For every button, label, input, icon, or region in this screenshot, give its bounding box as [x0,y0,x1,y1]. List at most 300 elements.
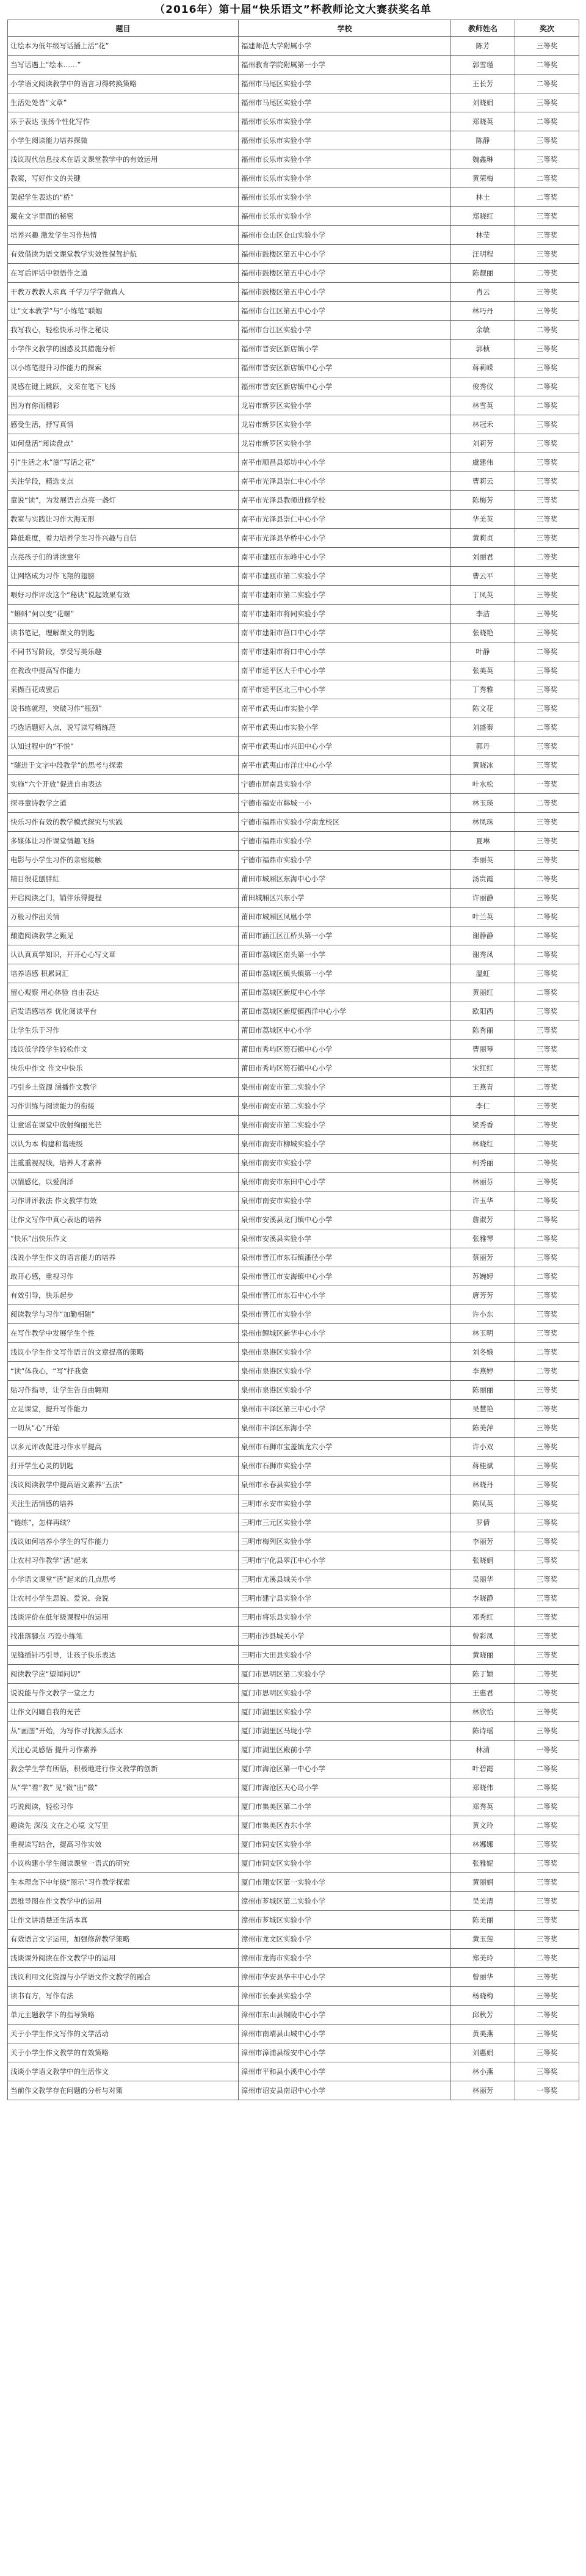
paper-title: “蝌蚪”何以变“花螺” [8,605,239,624]
paper-title: 启发语感培养 优化阅读平台 [8,1002,239,1021]
paper-title: 藏在文字里面的秘密 [8,207,239,226]
table-row [8,75,579,93]
award-level: 三等奖 [515,1930,579,1949]
paper-title: 小议构建小学生阅读课堂一语式的研究 [8,1854,239,1873]
teacher-name: 林雪英 [451,396,515,415]
school-name: 泉州市安溪县实验小学 [239,1229,451,1248]
award-level: 三等奖 [515,358,579,377]
award-level: 二等奖 [515,1362,579,1381]
school-name: 莆田市荔城区新度镇西洋中心小学 [239,1002,451,1021]
table-row [8,396,579,415]
paper-title: 有效借读为语文课堂教学实效性保驾护航 [8,245,239,264]
teacher-name: 张晓艳 [451,624,515,642]
award-level: 三等奖 [515,529,579,548]
school-name: 三明市尤溪县城关小学 [239,1570,451,1589]
header-school: 学校 [239,20,451,37]
award-level: 二等奖 [515,56,579,75]
award-level: 三等奖 [515,1551,579,1570]
teacher-name: 林丽芳 [451,2081,515,2100]
table-row [8,1949,579,1968]
paper-title: 让作文写作中真心表达的培养 [8,1210,239,1229]
paper-title: 乐于表达 张扬个性化写作 [8,112,239,131]
school-name: 南平市武夷山市实验小学 [239,718,451,737]
table-row [8,1135,579,1154]
teacher-name: 吴慧艳 [451,1400,515,1419]
school-name: 漳州市龙文区实验小学 [239,1930,451,1949]
school-name: 厦门市同安区实验小学 [239,1854,451,1873]
teacher-name: 林晓丹 [451,1475,515,1494]
teacher-name: 温虹 [451,964,515,983]
school-name: 南平市武夷山市实验小学 [239,699,451,718]
table-row [8,1627,579,1646]
paper-title: 巧选话题好入点，说写读写精练范 [8,718,239,737]
award-level: 三等奖 [515,1040,579,1059]
teacher-name: 李洁 [451,605,515,624]
paper-title: 认认真真学知识，开开心心写文章 [8,945,239,964]
table-row [8,1703,579,1722]
school-name: 泉州市晋江市安海镇中心小学 [239,1267,451,1286]
teacher-name: 郑晓伟 [451,1778,515,1797]
table-row [8,661,579,680]
paper-title: 习作训练与阅读能力的衔接 [8,1097,239,1116]
award-level: 三等奖 [515,1570,579,1589]
paper-title: 当前作文教学存在问题的分析与对策 [8,2081,239,2100]
school-name: 福州市马尾区实验小学 [239,75,451,93]
school-name: 泉州市石狮市实验小学 [239,1457,451,1475]
school-name: 厦门市集美区第二小学 [239,1797,451,1816]
school-name: 泉州市南安市第二实验小学 [239,1078,451,1097]
table-row [8,1684,579,1703]
table-row [8,245,579,264]
school-name: 福州市晋安区新店镇小学 [239,340,451,358]
school-name: 泉州市安溪县龙门镇中心小学 [239,1210,451,1229]
school-name: 南平市光泽县崇仁中心小学 [239,510,451,529]
award-level: 二等奖 [515,112,579,131]
paper-title: 小学语文阅读教学中的语言习得转换策略 [8,75,239,93]
table-row [8,1778,579,1797]
award-level: 三等奖 [515,851,579,870]
school-name: 龙岩市新罗区实验小学 [239,396,451,415]
teacher-name: 陈芳 [451,37,515,56]
award-level: 二等奖 [515,945,579,964]
paper-title: 巧说阅读，轻松习作 [8,1797,239,1816]
school-name: 莆田市秀屿区笏石镇中心小学 [239,1040,451,1059]
paper-title: 浅议如何培养小学生的写作能力 [8,1532,239,1551]
paper-title: 认知过程中的“不悦” [8,737,239,756]
teacher-name: 王长芳 [451,75,515,93]
award-level: 三等奖 [515,889,579,908]
table-row [8,1097,579,1116]
paper-title: 浅议阅读教学中提高语文素养“五法” [8,1475,239,1494]
table-row [8,870,579,889]
table-row [8,1002,579,1021]
teacher-name: 曹云平 [451,567,515,586]
paper-title: 如何盘活“阅读盘点” [8,434,239,453]
teacher-name: 黄荣梅 [451,169,515,188]
paper-title: 让童谣在课堂中放射绚丽光芒 [8,1116,239,1135]
teacher-name: 陈凤英 [451,1494,515,1513]
award-level: 二等奖 [515,396,579,415]
paper-title: 从“画图”开始，为写作寻找源头活水 [8,1722,239,1741]
school-name: 福州市鼓楼区第五中心小学 [239,283,451,302]
paper-title: 让农村小学生思说、爱说、会说 [8,1589,239,1608]
school-name: 莆田市荔城区中心小学 [239,1021,451,1040]
teacher-name: 陈美丽 [451,1911,515,1930]
paper-title: 敢开心感，重视习作 [8,1267,239,1286]
award-level: 二等奖 [515,870,579,889]
teacher-name: 丁凤英 [451,586,515,605]
school-name: 宁德市福鼎市实验小学 [239,832,451,851]
school-name: 厦门市翔安区第一实验小学 [239,1873,451,1892]
table-row [8,1892,579,1911]
teacher-name: 丁秀雅 [451,680,515,699]
school-name: 漳州市芗城区实验小学 [239,1911,451,1930]
award-level: 二等奖 [515,718,579,737]
paper-title: 生活处处皆“文章” [8,93,239,112]
award-level: 三等奖 [515,1722,579,1741]
paper-title: 电影与小学生习作的亲密接触 [8,851,239,870]
table-row [8,945,579,964]
paper-title: 从“学”看“教” 见“微”出“微” [8,1778,239,1797]
school-name: 三明市将乐县实验小学 [239,1608,451,1627]
table-row [8,1362,579,1381]
teacher-name: 杨晓梅 [451,1987,515,2006]
teacher-name: 郑美玲 [451,1949,515,1968]
table-row [8,510,579,529]
paper-title: 贴习作指导，让学生告自由翱翔 [8,1381,239,1400]
teacher-name: 郑晓英 [451,112,515,131]
teacher-name: 刘盛秦 [451,718,515,737]
teacher-name: 林欣怡 [451,1703,515,1722]
award-level: 二等奖 [515,1229,579,1248]
award-level: 三等奖 [515,491,579,510]
table-row [8,93,579,112]
table-header-row [8,20,579,37]
award-level: 二等奖 [515,75,579,93]
table-row [8,1248,579,1267]
table-row [8,1551,579,1570]
table-row [8,56,579,75]
paper-title: 教会学生学有所悟，积极地进行作文教学的创新 [8,1759,239,1778]
table-row [8,699,579,718]
school-name: 漳州市龙海市实验小学 [239,1949,451,1968]
teacher-name: 郭丹 [451,737,515,756]
table-row [8,302,579,321]
page-title: （2016年）第十届“快乐语文”杯教师论文大赛获奖名单 [154,4,432,16]
award-level: 三等奖 [515,1873,579,1892]
paper-title: 教室与实践让习作大海无形 [8,510,239,529]
school-name: 福州市马尾区实验小学 [239,93,451,112]
school-name: 厦门市海沧区第一中心小学 [239,1759,451,1778]
teacher-name: 陈丁颖 [451,1665,515,1684]
award-level: 三等奖 [515,453,579,472]
school-name: 南平市光泽县华桥中心小学 [239,529,451,548]
table-row [8,680,579,699]
school-name: 厦门市湖里区殿前小学 [239,1741,451,1759]
paper-title: 关于小学生作文教学的有效策略 [8,2043,239,2062]
school-name: 宁德市福鼎市实验小学 [239,851,451,870]
table-row [8,1835,579,1854]
paper-title: 小学作文教学的困惑及其措施分析 [8,340,239,358]
school-name: 三明市建宁县实验小学 [239,1589,451,1608]
teacher-name: 林丽芬 [451,1173,515,1192]
paper-title: 小学语文课堂“活”起来的几点思考 [8,1570,239,1589]
table-row [8,1267,579,1286]
teacher-name: 林清 [451,1741,515,1759]
header-title: 题目 [8,20,239,37]
teacher-name: 张雅琴 [451,1229,515,1248]
school-name: 南平市延平区大千中心小学 [239,661,451,680]
school-name: 莆田市涵江区江桥头第一小学 [239,926,451,945]
paper-title: 喂好习作评改这个“秘诀”说起效果有效 [8,586,239,605]
school-name: 漳州市长泰县实验小学 [239,1987,451,2006]
teacher-name: 陈文花 [451,699,515,718]
award-level: 三等奖 [515,1854,579,1873]
award-level: 一等奖 [515,1741,579,1759]
school-name: 三明市宁化县翠江中心小学 [239,1551,451,1570]
award-level: 三等奖 [515,1608,579,1627]
table-row [8,851,579,870]
table-row [8,1494,579,1513]
table-row [8,1589,579,1608]
award-level: 三等奖 [515,832,579,851]
teacher-name: 林玉瑛 [451,794,515,813]
teacher-name: 王燕青 [451,1078,515,1097]
paper-title: 灵感在键上跳跃，文采在笔下飞扬 [8,377,239,396]
teacher-name: 黄文玲 [451,1816,515,1835]
table-row [8,1305,579,1324]
paper-title: 培养语感 积累词汇 [8,964,239,983]
school-name: 厦门市同安区实验小学 [239,1835,451,1854]
award-level: 二等奖 [515,794,579,813]
paper-title: 浅议小学生作文写作语言的文章提高的策略 [8,1343,239,1362]
award-level: 二等奖 [515,188,579,207]
award-level: 二等奖 [515,1267,579,1286]
school-name: 福州市台江区实验小学 [239,321,451,340]
header-teacher: 教师姓名 [451,20,515,37]
paper-title: 单元主题教学下的指导策略 [8,2006,239,2025]
award-level: 三等奖 [515,586,579,605]
table-row [8,169,579,188]
teacher-name: 林晓红 [451,1135,515,1154]
school-name: 莆田市荔城区新度中心小学 [239,983,451,1002]
paper-title: 浅谈评价在低年级课程中的运用 [8,1608,239,1627]
award-level: 三等奖 [515,624,579,642]
teacher-name: 谢秀凤 [451,945,515,964]
award-level: 三等奖 [515,1911,579,1930]
award-level: 三等奖 [515,1968,579,1987]
school-name: 漳州市漳浦县绥安中心小学 [239,2043,451,2062]
teacher-name: 刘晓娟 [451,93,515,112]
paper-title: 以小练笔提升习作能力的探索 [8,358,239,377]
teacher-name: 林巧丹 [451,302,515,321]
school-name: 福建师范大学附属小学 [239,37,451,56]
paper-title: 感受生活，抒写真情 [8,415,239,434]
table-row [8,377,579,396]
table-row [8,624,579,642]
table-row [8,112,579,131]
teacher-name: 余敏 [451,321,515,340]
table-row [8,131,579,150]
teacher-name: 黄美燕 [451,2025,515,2043]
award-level: 二等奖 [515,1192,579,1210]
school-name: 三明市沙县城关小学 [239,1627,451,1646]
award-level: 二等奖 [515,1797,579,1816]
school-name: 南平市建阳市将口中心小学 [239,642,451,661]
table-row [8,1343,579,1362]
school-name: 厦门市湖里区实验小学 [239,1703,451,1722]
teacher-name: 张美英 [451,661,515,680]
teacher-name: 林娜娜 [451,1835,515,1854]
school-name: 南平市建阳市莒口中心小学 [239,624,451,642]
school-name: 莆田市城厢区凤凰小学 [239,908,451,926]
award-level: 三等奖 [515,1059,579,1078]
award-level: 三等奖 [515,680,579,699]
award-level: 三等奖 [515,207,579,226]
school-name: 福州市仓山区仓山实验小学 [239,226,451,245]
award-level: 三等奖 [515,510,579,529]
school-name: 福州市鼓楼区第五中心小学 [239,264,451,283]
teacher-name: 郭雪瑾 [451,56,515,75]
paper-title: 关注生活情感的培养 [8,1494,239,1513]
paper-title: 趣读先 深浅 文在之心境 文写里 [8,1816,239,1835]
teacher-name: 张雅妮 [451,1854,515,1873]
school-name: 莆田市荔城区镇头镇第一小学 [239,964,451,983]
award-level: 三等奖 [515,245,579,264]
award-level: 三等奖 [515,661,579,680]
teacher-name: 华美英 [451,510,515,529]
paper-title: 降低难度，着力培养学生习作兴趣与自信 [8,529,239,548]
award-level: 三等奖 [515,1494,579,1513]
table-row [8,150,579,169]
award-level: 二等奖 [515,908,579,926]
teacher-name: 林小燕 [451,2062,515,2081]
award-level: 三等奖 [515,1305,579,1324]
paper-title: 以认为本 构建和谐班级 [8,1135,239,1154]
teacher-name: 许玉华 [451,1192,515,1210]
paper-title: 浅谈课外阅读在作文教学中的运用 [8,1949,239,1968]
teacher-name: 蔡丽芳 [451,1248,515,1267]
paper-title: 浅说小学生作文的语言能力的培养 [8,1248,239,1267]
teacher-name: 肖云 [451,283,515,302]
table-row [8,1759,579,1778]
award-level: 二等奖 [515,2006,579,2025]
paper-title: 精目很花刨胖紅 [8,870,239,889]
table-row [8,2043,579,2062]
school-name: 泉州市永春县实验小学 [239,1475,451,1494]
table-row [8,983,579,1002]
paper-title: 关注心灵感悟 提升习作素养 [8,1741,239,1759]
paper-title: 阅读教学与习作“加勤相随” [8,1305,239,1324]
teacher-name: 叶水松 [451,775,515,794]
table-row [8,1741,579,1759]
teacher-name: 张晓娟 [451,1551,515,1570]
paper-title: 让作文闪耀自我的光芒 [8,1703,239,1722]
school-name: 厦门市集美区杏东小学 [239,1816,451,1835]
table-row [8,1154,579,1173]
teacher-name: 吴美清 [451,1892,515,1911]
paper-title: 浅议低学段学生轻松作文 [8,1040,239,1059]
award-level: 二等奖 [515,642,579,661]
teacher-name: 黄晓冰 [451,756,515,775]
paper-title: 以多元评改促进习作水平提高 [8,1438,239,1457]
table-row [8,283,579,302]
teacher-name: 夏琳 [451,832,515,851]
paper-title: 在写后评话中领悟作之道 [8,264,239,283]
teacher-name: 宋红红 [451,1059,515,1078]
award-level: 三等奖 [515,340,579,358]
table-row [8,207,579,226]
award-level: 三等奖 [515,1475,579,1494]
award-level: 三等奖 [515,1248,579,1267]
school-name: 厦门市思明区第二实验小学 [239,1665,451,1684]
teacher-name: 黄丽红 [451,983,515,1002]
award-level: 三等奖 [515,1532,579,1551]
table-row [8,794,579,813]
table-row [8,1324,579,1343]
paper-title: 读书有方，写作有法 [8,1987,239,2006]
table-row [8,1078,579,1097]
school-name: 南平市建阳市第二实验小学 [239,586,451,605]
table-row [8,1173,579,1192]
award-level: 三等奖 [515,226,579,245]
teacher-name: 刘莉芳 [451,434,515,453]
school-name: 宁德市福鼎市实验小学南龙校区 [239,813,451,832]
table-row [8,472,579,491]
paper-title: 阅读教学应“望闻问切” [8,1665,239,1684]
table-row [8,642,579,661]
table-row [8,1968,579,1987]
award-level: 二等奖 [515,1778,579,1797]
award-level: 二等奖 [515,1684,579,1703]
table-row [8,832,579,851]
award-level: 三等奖 [515,2062,579,2081]
award-table [7,20,579,2100]
teacher-name: 曾丽华 [451,1968,515,1987]
award-level: 三等奖 [515,2043,579,2062]
award-level: 二等奖 [515,1343,579,1362]
school-name: 莆田城厢区兴东小学 [239,889,451,908]
table-row [8,737,579,756]
school-name: 福州市台江区第五中心小学 [239,302,451,321]
table-row [8,1911,579,1930]
table-row [8,358,579,377]
school-name: 三明市三元区实验小学 [239,1513,451,1532]
table-row [8,1457,579,1475]
school-name: 宁德市福安市韩城一小 [239,794,451,813]
table-row [8,1419,579,1438]
teacher-name: 许丽静 [451,889,515,908]
paper-title: 注重重视视线，培养人才素养 [8,1154,239,1173]
paper-title: 浅谈小学语文教学中的生活作文 [8,2062,239,2081]
teacher-name: 陈美萍 [451,1419,515,1438]
table-row [8,188,579,207]
award-level: 二等奖 [515,1135,579,1154]
school-name: 福州市晋安区新店镇中心小学 [239,377,451,396]
paper-title: 找准落脚点 巧设小练笔 [8,1627,239,1646]
paper-title: 浅议现代信息技术在语文课堂教学中的有效运用 [8,150,239,169]
school-name: 莆田市城厢区东海中心小学 [239,870,451,889]
school-name: 泉州市泉港区实验小学 [239,1362,451,1381]
school-name: 三明市梅列区实验小学 [239,1532,451,1551]
school-name: 泉州市丰泽区第三中心小学 [239,1400,451,1419]
school-name: 南平市顺昌县郑坊中心小学 [239,453,451,472]
paper-title: 引“生活之水”滋“写话之花” [8,453,239,472]
paper-title: 在写作教学中发展学生个性 [8,1324,239,1343]
paper-title: 开启阅读之门，销伴乐得提程 [8,889,239,908]
paper-title: 关注学段，精选支点 [8,472,239,491]
school-name: 泉州市南安市第二实验小学 [239,1097,451,1116]
